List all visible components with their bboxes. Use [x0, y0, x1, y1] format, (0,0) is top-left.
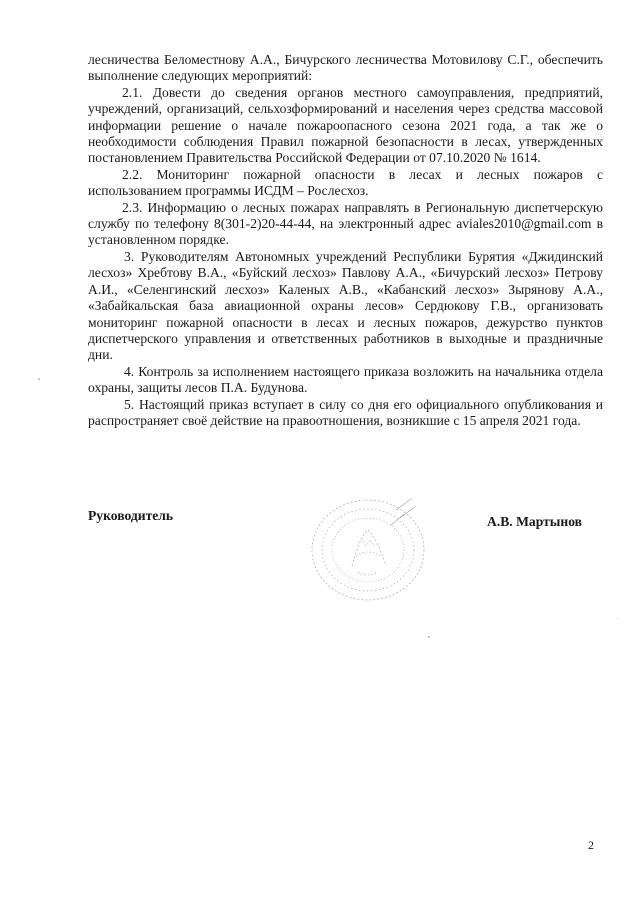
- signature-name: А.В. Мартынов: [487, 514, 583, 529]
- scan-speck: [38, 378, 40, 380]
- paragraph-intro: лесничества Беломестнову А.А., Бичурского лесничества Мотовилову С.Г., обеспечить выполнение следующих мероприятий:: [88, 52, 603, 84]
- page-number: 2: [588, 838, 594, 852]
- paragraph-2-2: 2.2. Мониторинг пожарной опасности в лесах и лесных пожаров с использованием программы ИСДМ – Рослесхоз.: [88, 166, 603, 199]
- paragraph-2-1: 2.1. Довести до сведения органов местного самоуправления, предприятий, учреждений, организаций, сельхозформирований и населения через средства массовой информации решение о начале пожароопасного сезона 2021 года, а так же о необходимости соблюдения Правил пожарной безопасности в лесах, утвержденных постановлением Правительства Российской Федерации от 07.10.2020 № 1614.: [88, 84, 603, 166]
- scan-speck: [428, 636, 430, 638]
- signature-title: Руководитель: [88, 508, 174, 523]
- paragraph-5: 5. Настоящий приказ вступает в силу со дня его официального опубликования и распространяет своё действие на правоотношения, возникшие с 15 апреля 2021 года.: [88, 396, 603, 428]
- scan-speck: [618, 618, 619, 619]
- paragraph-2-3: 2.3. Информацию о лесных пожарах направлять в Региональную диспетчерскую службу по телефону 8(301-2)20-44-44, на электронный адрес aviales2010@gmail.com в установленном порядке.: [88, 199, 603, 248]
- paragraph-4: 4. Контроль за исполнением настоящего приказа возложить на начальника отдела охраны, защиты лесов П.А. Будунова.: [88, 363, 603, 396]
- document-body: [88, 52, 603, 429]
- official-stamp: [308, 496, 428, 604]
- paragraph-3: 3. Руководителям Автономных учреждений Республики Бурятия «Джидинский лесхоз» Хребтову В.А., «Буйский лесхоз» Павлову А.А., «Бичурский лесхоз» Петрову А.И., «Селенгинский лесхоз» Каленых А.В., «Кабанский лесхоз» Зырянову А.А., «Забайкальская база авиационной охраны лесов» Сердюкову Г.В., организовать мониторинг пожарной опасности в лесах и лесных пожаров, дежурство пунктов диспетчерского управления и ответственных работников в выходные и праздничные дни.: [88, 248, 603, 363]
